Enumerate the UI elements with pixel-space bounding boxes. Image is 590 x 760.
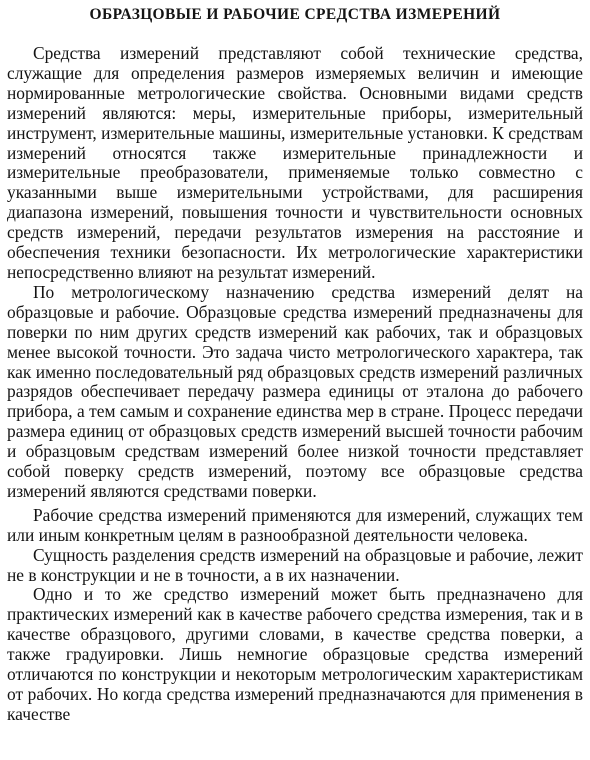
paragraph-dual-purpose: Одно и то же средство измерений может быть предназначено для практических измерений как в качестве рабочего средства измерения, так и в качестве образцового, другими словами, в качестве средства поверки, а также градуировки. Лишь немногие образцовые средства измерений отличаются по конструкции и некоторым метрологическим характеристикам от рабочих. Но когда средства измерений предназначаются для применения в качестве (7, 584, 583, 724)
paragraph-working-instruments: Рабочие средства измерений применяются для измерений, служащих тем или иным конкретным целям в разнообразной деятельности человека. (7, 504, 583, 545)
page-heading: ОБРАЗЦОВЫЕ И РАБОЧИЕ СРЕДСТВА ИЗМЕРЕНИЙ (89, 6, 501, 23)
paragraph-essence: Сущность разделения средств измерений на образцовые и рабочие, лежит не в конструкции и не в точности, а в их назначении. (7, 544, 583, 585)
document-page (7, 4, 583, 758)
paragraph-definition: Средства измерений представляют собой технические средства, служащие для определения размеров измеряемых величин и имеющие нормированные метрологические свойства. Основными видами средств измерений являются: меры, измерительные приборы, измерительный инструмент, измерительные машины, измерительные установки. К средствам измерений относятся также измерительные принадлежности и измерительные преобразователи, применяемые только совместно с указанными выше измерительными устройствами, для расширения диапазона измерений, повышения точности и чувствительности основных средств измерений, передачи результатов измерения на расстояние и обеспечения техники безопасности. Их метрологические характеристики непосредственно влияют на результат измерений. (7, 43, 583, 282)
paragraph-classification: По метрологическому назначению средства измерений делят на образцовые и рабочие. Образцовые средства измерений предназначены для поверки по ним других средств измерений как рабочих, так и образцовых менее высокой точности. Это задача чисто метрологического характера, так как именно последовательный ряд образцовых средств измерений различных разрядов обеспечивает передачу размера единицы от эталона до рабочего прибора, а тем самым и сохранение единства мер в стране. Процесс передачи размера единиц от образцовых средств измерений высшей точности рабочим и образцовым средствам измерений более низкой точности представляет собой поверку средств измерений, поэтому все образцовые средства измерений являются средствами поверки. (7, 281, 583, 501)
